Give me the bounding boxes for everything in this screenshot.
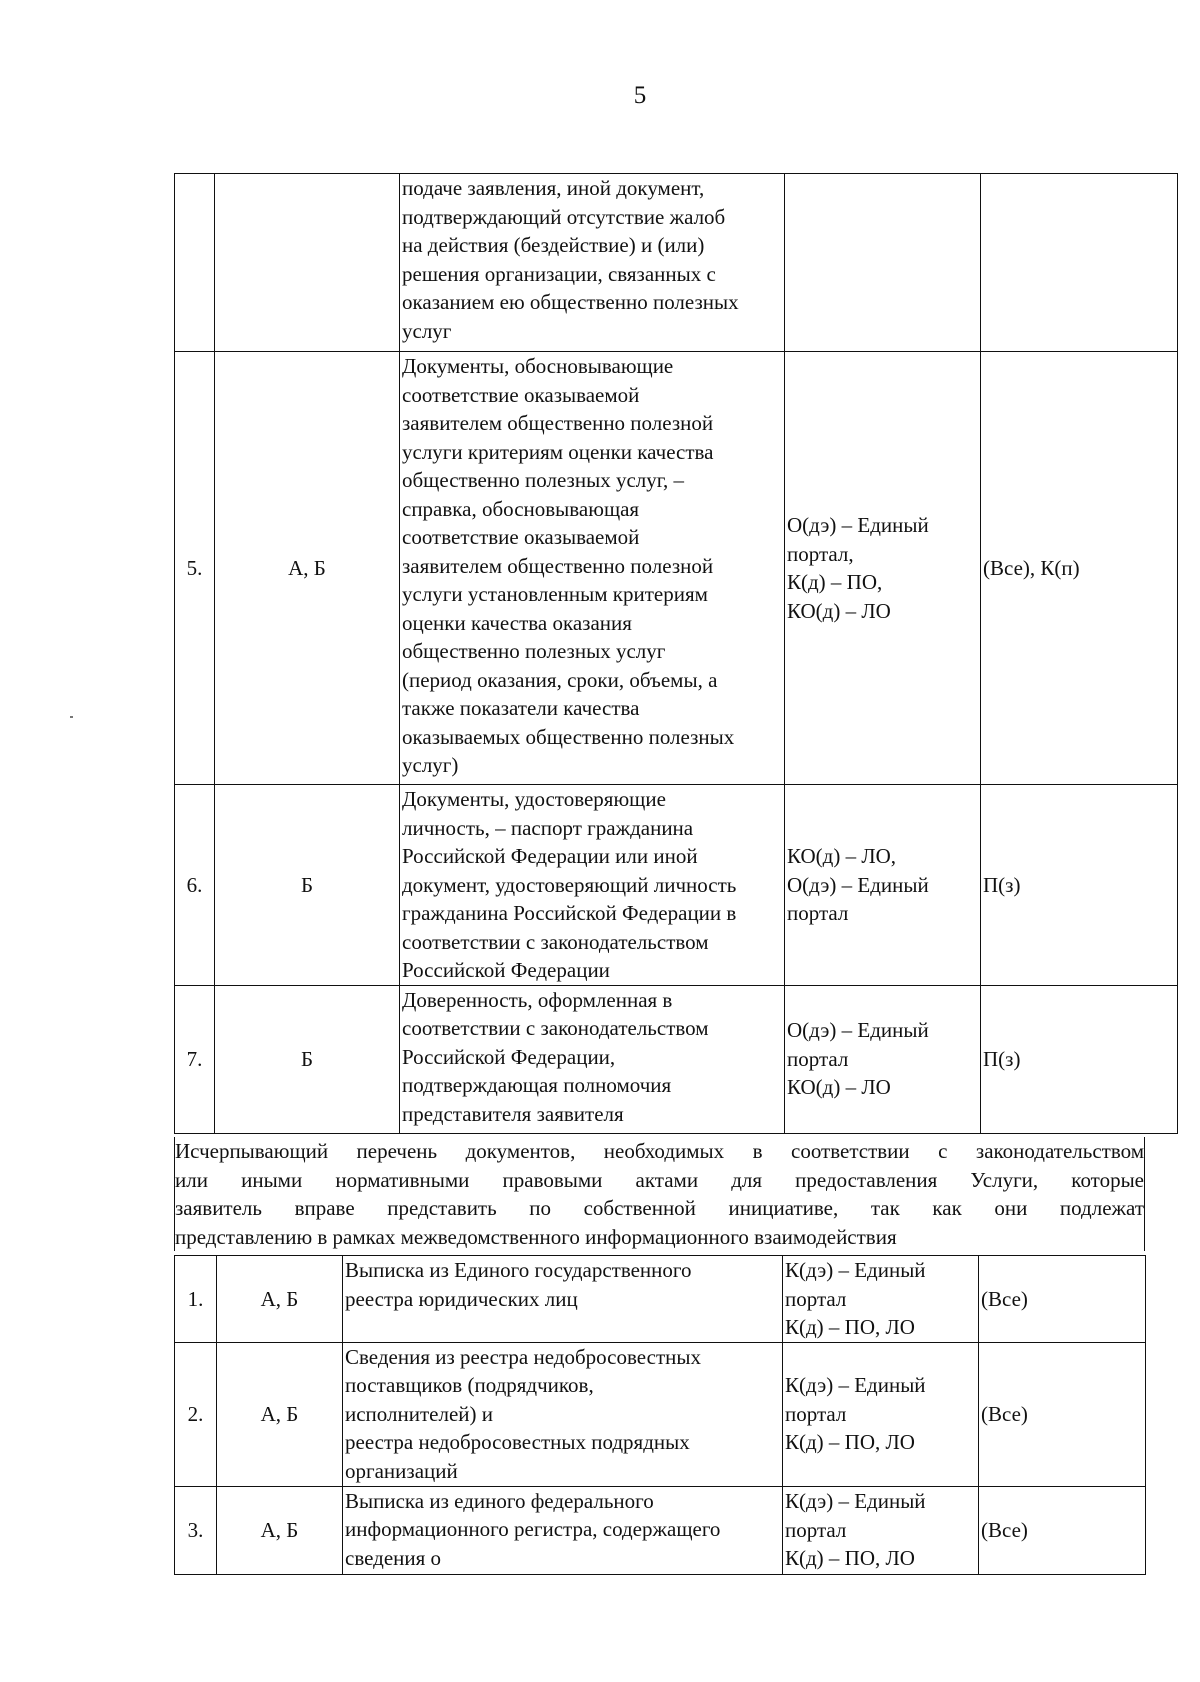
submission-method-line: КО(д) – ЛО,	[787, 844, 896, 868]
result-code: (Все)	[979, 1486, 1146, 1574]
table-row	[175, 174, 1178, 352]
document-description-line: заявителем общественно полезной	[402, 411, 714, 435]
document-description-line: соответствии с законодательством	[402, 1016, 709, 1040]
section-note-line: или иными нормативными правовыми актами для предоставления Услуги, которые	[175, 1167, 1144, 1192]
document-description-line: реестра недобросовестных подрядных	[345, 1430, 690, 1454]
submission-method	[783, 1256, 979, 1343]
submission-method-line: портал	[785, 1286, 847, 1311]
row-number	[175, 174, 215, 352]
section-note-line: представлению в рамках межведомственного информационного взаимодействия	[175, 1224, 897, 1249]
applicant-category: А, Б	[215, 352, 400, 785]
top-table-body	[175, 174, 1178, 1134]
documents-table-top	[174, 173, 1178, 1134]
scan-speck	[70, 716, 73, 718]
document-description-line: подаче заявления, иной документ,	[402, 176, 705, 200]
applicant-category: Б	[215, 985, 400, 1133]
submission-method	[783, 1342, 979, 1486]
section-note	[174, 1137, 1145, 1251]
page-number: 5	[633, 82, 647, 109]
submission-method	[785, 352, 981, 785]
document-description-line: соответствие оказываемой	[402, 525, 640, 549]
document-description	[400, 785, 785, 986]
document-description	[400, 174, 785, 352]
submission-method-line: О(дэ) – Единый	[787, 1018, 929, 1043]
document-description-line: на действия (бездействие) и (или)	[402, 233, 705, 257]
section-note-line: Исчерпывающий перечень документов, необходимых в соответствии с законодательством	[175, 1139, 1144, 1163]
row-number: 2.	[175, 1342, 217, 1486]
document-description-line: исполнителей) и	[345, 1401, 493, 1426]
document-description-line: также показатели качества	[402, 696, 640, 720]
result-code: (Все)	[979, 1342, 1146, 1486]
applicant-category: А, Б	[217, 1256, 343, 1343]
document-description-line: Документы, обосновывающие	[402, 354, 674, 378]
row-number: 6.	[175, 785, 215, 986]
row-number: 7.	[175, 985, 215, 1133]
result-code: (Все), К(п)	[981, 352, 1178, 785]
submission-method	[785, 174, 981, 352]
row-number: 1.	[175, 1256, 217, 1343]
document-description-line: услуги установленным критериям	[402, 582, 708, 606]
applicant-category	[215, 174, 400, 352]
submission-method-line: К(д) – ПО,	[787, 570, 883, 594]
document-description-line: представителя заявителя	[402, 1101, 624, 1126]
submission-method-line: О(дэ) – Единый	[787, 513, 929, 537]
document-description	[400, 352, 785, 785]
submission-method	[785, 985, 981, 1133]
submission-method-line: портал,	[787, 541, 854, 566]
document-description-line: подтверждающий отсутствие жалоб	[402, 204, 726, 229]
document-description-line: подтверждающая полномочия	[402, 1073, 672, 1097]
document-description-line: заявителем общественно полезной	[402, 553, 714, 578]
document-description-line: решения организации, связанных с	[402, 261, 716, 286]
documents-table-bottom	[174, 1255, 1146, 1575]
submission-method-line: КО(д) – ЛО	[787, 1075, 891, 1100]
submission-method-line: КО(д) – ЛО	[787, 598, 891, 623]
result-code: (Все)	[979, 1256, 1146, 1343]
document-description	[343, 1256, 783, 1343]
document-description-line: (период оказания, сроки, объемы, а	[402, 667, 718, 692]
document-description-line: общественно полезных услуг	[402, 639, 666, 663]
submission-method	[783, 1486, 979, 1574]
result-code	[981, 174, 1178, 352]
document-description-line: соответствие оказываемой	[402, 382, 640, 407]
document-description	[343, 1486, 783, 1574]
document-description-line: организаций	[345, 1458, 458, 1483]
result-code: П(з)	[981, 985, 1178, 1133]
submission-method-line: К(дэ) – Единый	[785, 1489, 926, 1514]
document-description-line: реестра юридических лиц	[345, 1286, 578, 1311]
submission-method-line: портал	[785, 1401, 847, 1426]
submission-method-line: К(дэ) – Единый	[785, 1258, 926, 1282]
document-description-line: услуг	[402, 318, 452, 343]
submission-method-line: К(д) – ПО, ЛО	[785, 1430, 915, 1455]
document-description-line: Документы, удостоверяющие	[402, 787, 666, 811]
document-description-line: гражданина Российской Федерации в	[402, 901, 737, 925]
document-description-line: оценки качества оказания	[402, 610, 632, 635]
row-number: 5.	[175, 352, 215, 785]
document-description-line: личность, – паспорт гражданина	[402, 815, 694, 840]
document-description-line: Российской Федерации или иной	[402, 844, 698, 868]
table-row	[175, 785, 1178, 986]
submission-method-line: портал	[785, 1517, 847, 1542]
document-description-line: услуг)	[402, 753, 459, 777]
document-description-line: оказанием ею общественно полезных	[402, 290, 739, 314]
applicant-category: Б	[215, 785, 400, 986]
document-description-line: услуги критериям оценки качества	[402, 439, 714, 464]
document-description-line: соответствии с законодательством	[402, 929, 709, 954]
document-description-line: Выписка из Единого государственного	[345, 1258, 692, 1282]
submission-method-line: К(д) – ПО, ЛО	[785, 1546, 915, 1571]
bottom-table-body	[175, 1256, 1146, 1575]
document-description	[343, 1342, 783, 1486]
applicant-category: А, Б	[217, 1342, 343, 1486]
table-row	[175, 1342, 1146, 1486]
document-description-line: поставщиков (подрядчиков,	[345, 1373, 594, 1397]
section-note-line: заявитель вправе представить по собственной инициативе, так как они подлежат	[175, 1196, 1144, 1220]
result-code: П(з)	[981, 785, 1178, 986]
document-description-line: общественно полезных услуг, –	[402, 468, 684, 492]
document-description-line: Российской Федерации,	[402, 1044, 616, 1069]
table-row	[175, 1256, 1146, 1343]
document-description-line: Выписка из единого федерального	[345, 1488, 654, 1513]
table-row	[175, 1486, 1146, 1574]
table-row	[175, 352, 1178, 785]
submission-method-line: К(дэ) – Единый	[785, 1373, 926, 1398]
submission-method	[785, 785, 981, 986]
table-row	[175, 985, 1178, 1133]
submission-method-line: К(д) – ПО, ЛО	[785, 1315, 915, 1339]
document-description-line: информационного регистра, содержащего	[345, 1517, 721, 1541]
document-description-line: справка, обосновывающая	[402, 496, 640, 521]
submission-method-line: О(дэ) – Единый	[787, 872, 929, 897]
document-description	[400, 985, 785, 1133]
document-description-line: оказываемых общественно полезных	[402, 724, 735, 749]
document-description-line: Доверенность, оформленная в	[402, 987, 673, 1012]
row-number: 3.	[175, 1486, 217, 1574]
document-description-line: Российской Федерации	[402, 958, 610, 982]
applicant-category: А, Б	[217, 1486, 343, 1574]
document-description-line: документ, удостоверяющий личность	[402, 872, 737, 897]
document-description-line: сведения о	[345, 1545, 442, 1570]
submission-method-line: портал	[787, 901, 849, 925]
document-description-line: Сведения из реестра недобросовестных	[345, 1344, 701, 1369]
submission-method-line: портал	[787, 1046, 849, 1071]
